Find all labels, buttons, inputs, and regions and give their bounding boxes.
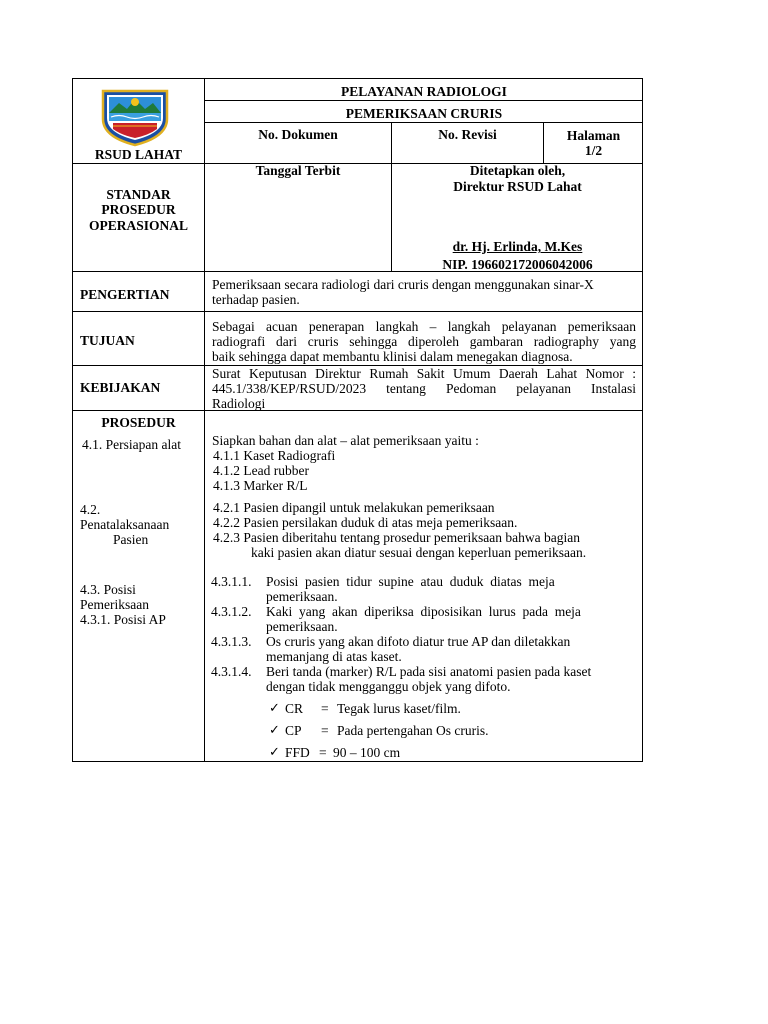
item-text: pemeriksaan. <box>266 619 338 634</box>
item-number: 4.3.1.2. <box>211 604 252 619</box>
label-persiapan-alat: 4.1. Persiapan alat <box>82 437 181 452</box>
list-item <box>211 634 637 664</box>
item-number: 4.2.2 <box>213 515 240 530</box>
item-text: Beri tanda (marker) R/L pada sisi anatomi pasien pada kaset <box>266 664 592 679</box>
tujuan-line: Sebagai acuan penerapan langkah – langkah pelayanan pemeriksaan <box>212 319 636 334</box>
sop-line2: PROSEDUR <box>101 202 176 217</box>
item-text: Pasien dipangil untuk melakukan pemeriksaan <box>243 500 495 515</box>
divider-left-column <box>204 79 205 762</box>
item-number: 4.1.1 <box>213 448 240 463</box>
parameter-row <box>269 723 569 745</box>
label-no-dokumen: No. Dokumen <box>258 127 338 142</box>
list-item <box>211 574 637 604</box>
item-text: memanjang di atas kaset. <box>266 649 402 664</box>
item-number: 4.3.1.4. <box>211 664 252 679</box>
list-item <box>213 478 335 493</box>
signer-nip: NIP. 196602172006042006 <box>442 257 593 272</box>
list-item <box>213 530 586 545</box>
parameter-equals: = <box>319 745 327 760</box>
tujuan-line: baik sehingga dapat membantu klinisi dalam menegakan diagnosa. <box>212 349 573 364</box>
label-tanggal-terbit: Tanggal Terbit <box>255 163 341 178</box>
kebijakan-line: Surat Keputusan Direktur Rumah Sakit Umum Daerah Lahat Nomor : <box>212 366 636 381</box>
item-text: Kaki yang akan diperiksa diposisikan lurus pada meja <box>266 604 581 619</box>
item-text: dengan tidak mengganggu objek yang difoto. <box>266 679 511 694</box>
parameter-equals: = <box>321 701 329 716</box>
kebijakan-line: Radiologi <box>212 396 266 411</box>
label-halaman: Halaman <box>566 128 621 143</box>
parameter-key: FFD <box>285 745 310 760</box>
item-number: 4.2.3 <box>213 530 240 545</box>
pengertian-line: Pemeriksaan secara radiologi dari cruris dengan menggunakan sinar-X <box>212 277 594 292</box>
parameter-key: CR <box>285 701 304 716</box>
list-item <box>213 515 586 530</box>
signer-name: dr. Hj. Erlinda, M.Kes <box>452 239 583 254</box>
s41-list <box>213 448 335 493</box>
s43-list <box>211 574 637 694</box>
item-text: Marker R/L <box>243 478 308 493</box>
divider-tujuan <box>73 311 643 312</box>
check-icon: ✓ <box>269 701 280 716</box>
divider-title <box>205 100 643 101</box>
item-text: Pasien diberitahu tentang prosedur pemeriksaan bahwa bagian <box>243 530 581 545</box>
item-text: Pasien persilakan duduk di atas meja pemeriksaan. <box>243 515 518 530</box>
title-pelayanan: PELAYANAN RADIOLOGI <box>341 84 507 99</box>
sop-line1: STANDAR <box>106 187 171 202</box>
s43-label-2: Pemeriksaan <box>80 597 149 612</box>
page-value: 1/2 <box>584 143 603 158</box>
s42-label-3: Pasien <box>113 532 149 547</box>
s43-label-1: 4.3. Posisi <box>80 582 136 597</box>
item-text: Os cruris yang akan difoto diatur true AP dan diletakkan <box>266 634 571 649</box>
divider-title2 <box>205 122 643 123</box>
list-item <box>213 448 335 463</box>
parameter-equals: = <box>321 723 329 738</box>
item-text: Kaset Radiografi <box>243 448 336 463</box>
pengertian-line: terhadap pasien. <box>212 292 300 307</box>
s42-label-1: 4.2. <box>80 502 101 517</box>
label-prosedur: PROSEDUR <box>101 415 176 430</box>
parameter-value: Tegak lurus kaset/film. <box>337 701 461 716</box>
list-item <box>211 604 637 634</box>
hospital-name: RSUD LAHAT <box>94 147 183 162</box>
item-number: 4.1.3 <box>213 478 240 493</box>
label-tujuan: TUJUAN <box>80 333 135 348</box>
item-number: 4.2.1 <box>213 500 240 515</box>
item-number: 4.1.2 <box>213 463 240 478</box>
title-pemeriksaan: PEMERIKSAAN CRURIS <box>345 106 503 121</box>
list-item <box>213 500 586 515</box>
parameter-value: 90 – 100 cm <box>333 745 401 760</box>
item-text: Lead rubber <box>243 463 309 478</box>
item-number: 4.3.1.1. <box>211 574 252 589</box>
label-direktur: Direktur RSUD Lahat <box>453 179 582 194</box>
sop-document <box>72 78 643 762</box>
parameter-key: CP <box>285 723 302 738</box>
parameter-value: Pada pertengahan Os cruris. <box>337 723 489 738</box>
label-ditetapkan: Ditetapkan oleh, <box>469 163 566 178</box>
label-kebijakan: KEBIJAKAN <box>80 380 161 395</box>
parameter-list <box>269 701 569 767</box>
list-item-continuation: kaki pasien akan diatur sesuai dengan keperluan pemeriksaan. <box>251 545 587 560</box>
s43-label-3: 4.3.1. Posisi AP <box>80 612 166 627</box>
item-text: Posisi pasien tidur supine atau duduk diatas meja <box>266 574 555 589</box>
rsud-lahat-logo <box>99 87 171 147</box>
check-icon: ✓ <box>269 723 280 738</box>
sop-line3: OPERASIONAL <box>88 218 188 233</box>
kebijakan-text <box>212 366 636 411</box>
s41-intro: Siapkan bahan dan alat – alat pemeriksaan yaitu : <box>212 433 479 448</box>
s42-list <box>213 500 586 560</box>
item-number: 4.3.1.3. <box>211 634 252 649</box>
list-item <box>211 664 637 694</box>
item-text: pemeriksaan. <box>266 589 338 604</box>
check-icon: ✓ <box>269 745 280 760</box>
parameter-row <box>269 745 569 767</box>
label-pengertian: PENGERTIAN <box>80 287 170 302</box>
label-no-revisi: No. Revisi <box>438 127 497 142</box>
tujuan-text <box>212 319 636 364</box>
tujuan-line: radiografi dari cruris sehingga diperoleh gambaran radiography yang <box>212 334 636 349</box>
list-item <box>213 463 335 478</box>
kebijakan-line: 445.1/338/KEP/RSUD/2023 tentang Pedoman pelayanan Instalasi <box>212 381 636 396</box>
pengertian-text <box>212 277 636 307</box>
s42-label-2: Penatalaksanaan <box>80 517 170 532</box>
parameter-row <box>269 701 569 723</box>
